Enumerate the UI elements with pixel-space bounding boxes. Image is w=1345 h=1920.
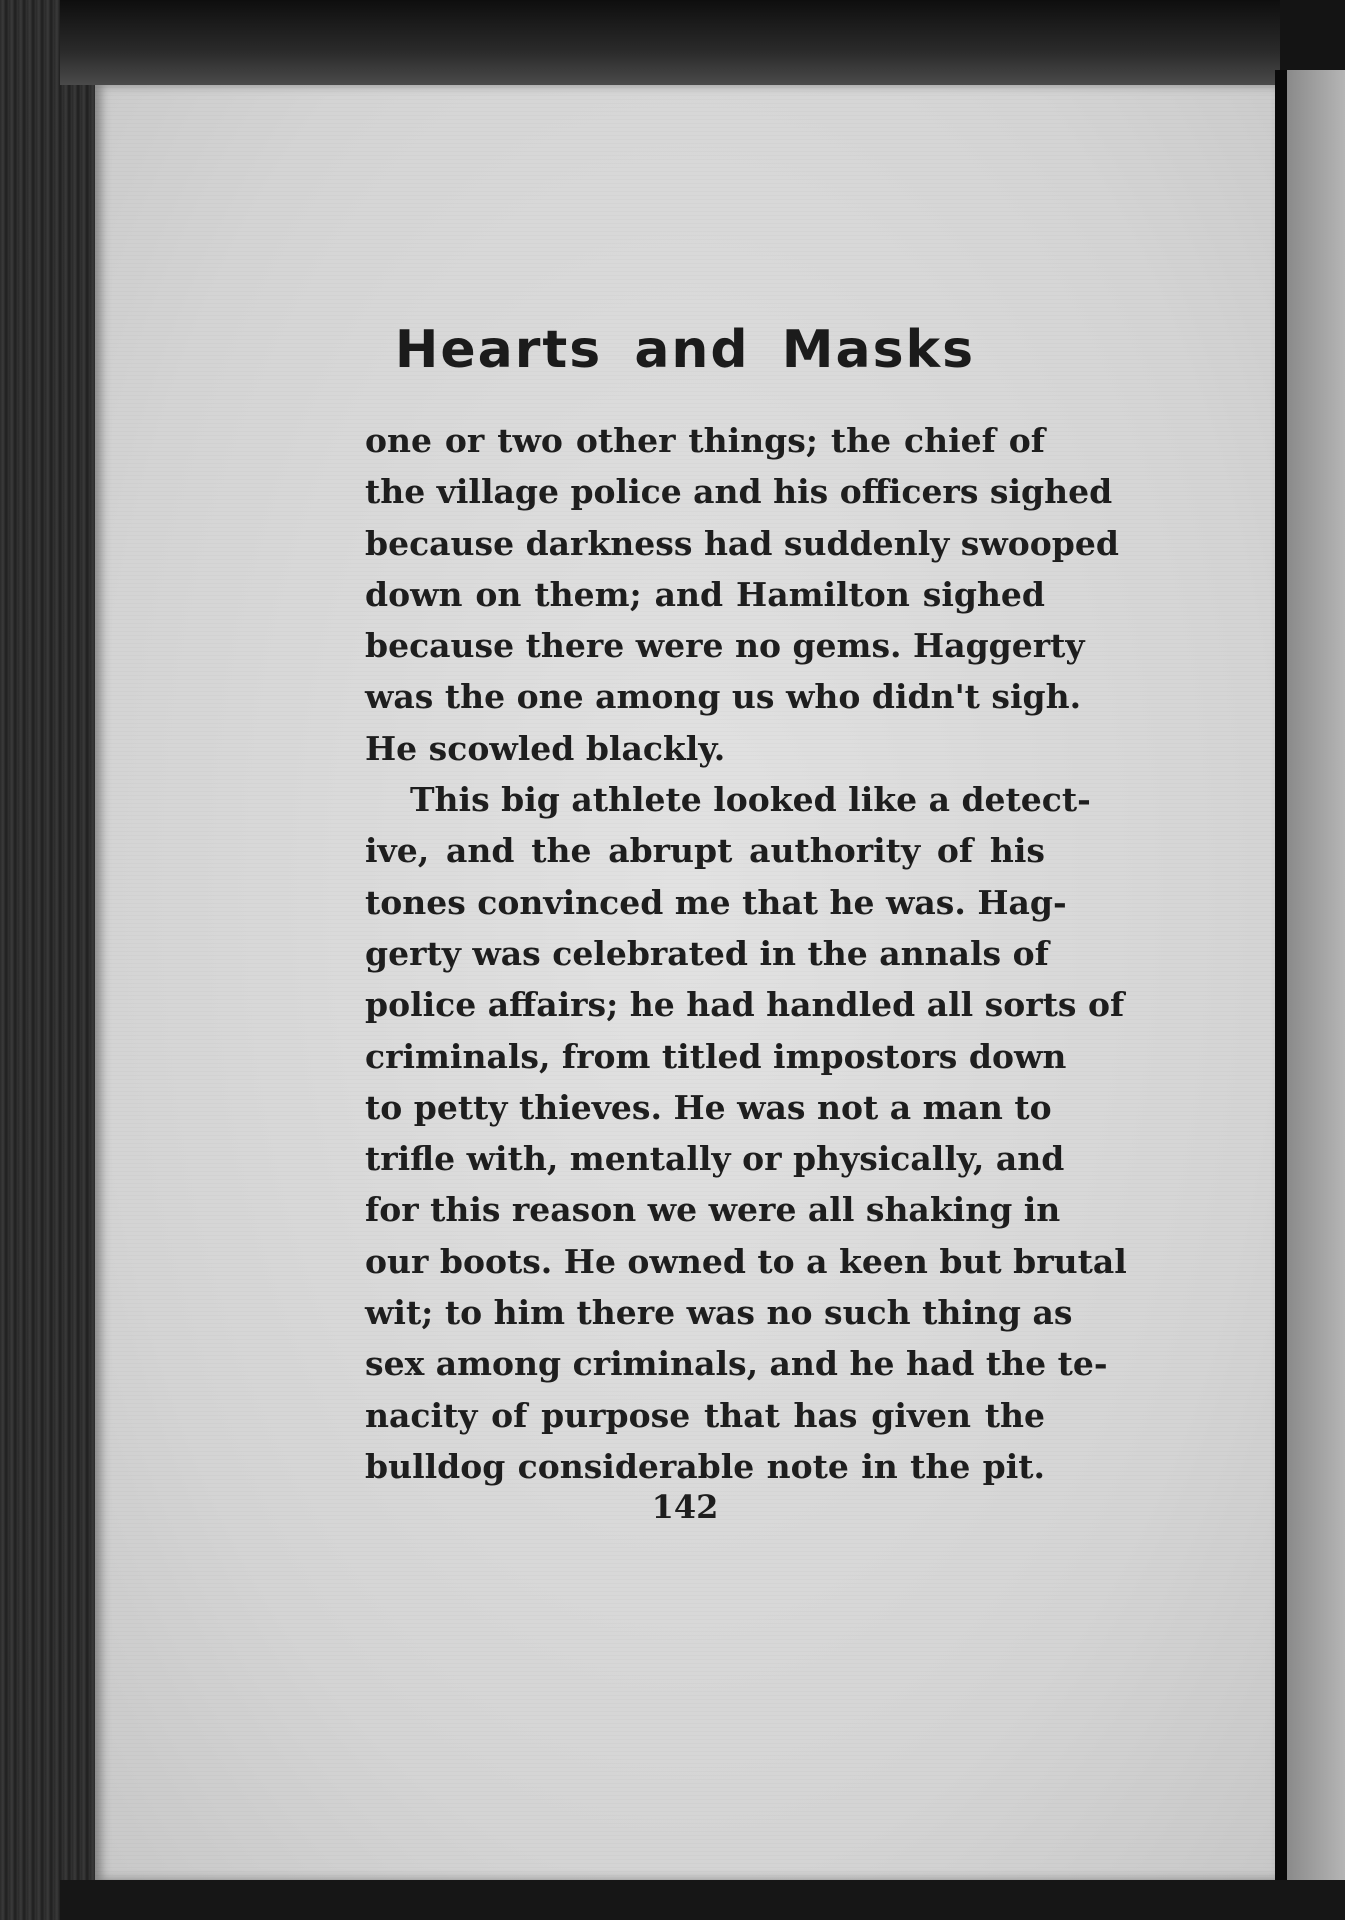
text-line: ive, and the abrupt authority of his [365, 831, 1045, 871]
text-line: because darkness had suddenly swooped [365, 523, 1119, 563]
text-line: was the one among us who didn't sigh. [365, 677, 1082, 717]
text-line: nacity of purpose that has given the [365, 1395, 1045, 1435]
text-line: criminals, from titled impostors down [365, 1036, 1067, 1076]
book-edge-bottom [60, 1880, 1345, 1920]
body-text [365, 415, 1127, 1492]
text-line: wit; to him there was no such thing as [365, 1293, 1073, 1333]
text-line: one or two other things; the chief of [365, 421, 1045, 460]
running-head: Hearts and Masks [394, 320, 976, 380]
adjacent-page-edge [1287, 70, 1345, 1900]
book-edge-top [60, 0, 1280, 85]
text-line: down on them; and Hamilton sighed [365, 574, 1045, 614]
book-edge-left [0, 0, 95, 1920]
text-line: the village police and his officers sighed [365, 472, 1113, 512]
text-line: to petty thieves. He was not a man to [365, 1087, 1052, 1127]
text-line: He scowled blackly. [365, 728, 726, 768]
page-number: 142 [651, 1488, 719, 1526]
text-line: trifle with, mentally or physically, and [365, 1139, 1065, 1179]
text-line: for this reason we were all shaking in [365, 1190, 1061, 1230]
text-line: our boots. He owned to a keen but brutal [365, 1241, 1127, 1281]
text-line: because there were no gems. Haggerty [365, 626, 1085, 666]
page-gutter [1275, 70, 1287, 1900]
text-line: tones convinced me that he was. Hag- [365, 882, 1067, 922]
text-line: sex among criminals, and he had the te- [365, 1344, 1108, 1384]
text-line: This big athlete looked like a detect- [410, 780, 1091, 820]
text-line: bulldog considerable note in the pit. [365, 1446, 1045, 1486]
text-line: gerty was celebrated in the annals of [365, 933, 1049, 973]
text-line: police affairs; he had handled all sorts of [365, 985, 1125, 1025]
